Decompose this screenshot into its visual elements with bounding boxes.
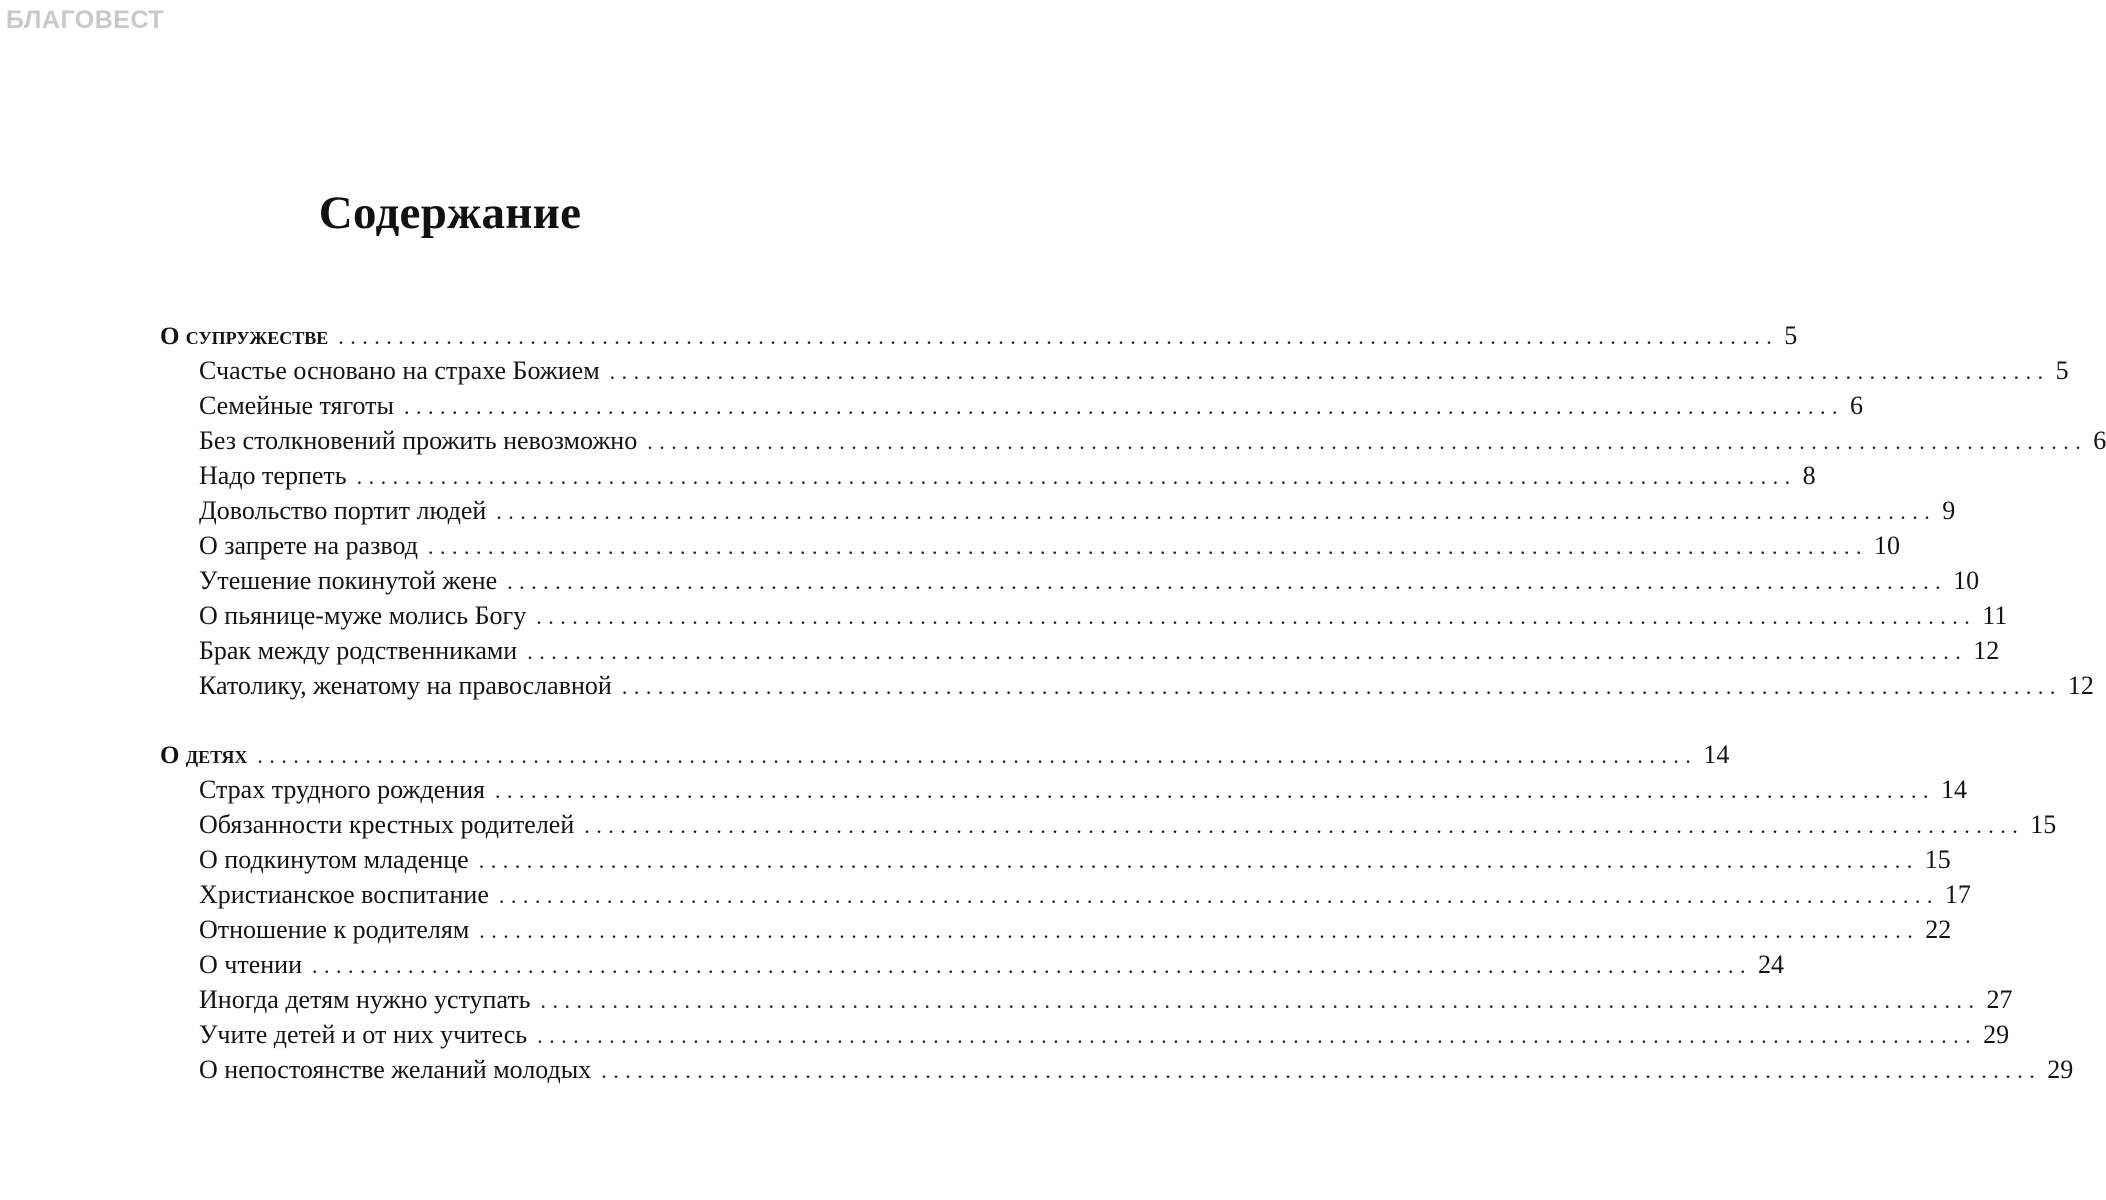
toc-entry-label: Без столкновений прожить невозможно xyxy=(199,426,638,455)
toc-dot-leader: ........................................................................................................................ xyxy=(537,1023,1978,1048)
toc-entry[interactable] xyxy=(160,423,2106,458)
toc-dot-leader: ........................................................................................................................ xyxy=(647,429,2088,454)
toc-entry[interactable] xyxy=(160,388,1864,423)
toc-dot-leader: ........................................................................................................................ xyxy=(312,953,1752,978)
toc-entry[interactable] xyxy=(160,982,2013,1017)
toc-page-number: 27 xyxy=(1986,985,2013,1014)
toc-entry-label: О запрете на развод xyxy=(199,531,418,560)
toc-entry[interactable] xyxy=(160,633,2000,668)
toc-section-children xyxy=(160,737,2074,1087)
toc-page-number: 15 xyxy=(2030,810,2057,839)
toc-page-number: 11 xyxy=(1982,601,2008,630)
toc-section-marriage xyxy=(160,318,2106,703)
toc-dot-leader: ........................................................................................................................ xyxy=(479,918,1920,943)
toc-entry[interactable] xyxy=(160,1017,2010,1052)
toc-dot-leader: ........................................................................................................................ xyxy=(584,813,2025,838)
toc-page-number: 6 xyxy=(2093,426,2106,455)
toc-entry[interactable] xyxy=(160,668,2094,703)
toc-entry[interactable] xyxy=(160,842,1951,877)
toc-page-number: 24 xyxy=(1758,950,1784,979)
toc-page-number: 15 xyxy=(1924,845,1951,874)
toc-entry-label: О пьянице-муже молись Богу xyxy=(199,601,527,630)
toc-page-number: 14 xyxy=(1703,740,1730,769)
toc-page-number: 14 xyxy=(1940,775,1967,804)
toc-dot-leader: ........................................................................................................................ xyxy=(527,639,1968,664)
toc-dot-leader: ........................................................................................................................ xyxy=(536,604,1977,629)
toc-entry-label: Брак между родственниками xyxy=(199,636,518,665)
toc-dot-leader: ........................................................................................................................ xyxy=(621,674,2062,699)
page-title: Содержание xyxy=(318,187,582,240)
toc-entry[interactable] xyxy=(160,528,1900,563)
toc-dot-leader: ........................................................................................................................ xyxy=(540,988,1981,1013)
toc-entry-label: Отношение к родителям xyxy=(199,915,470,944)
toc-entry[interactable] xyxy=(160,598,2008,633)
toc-dot-leader: ........................................................................................................................ xyxy=(609,359,2050,384)
toc-entry-label: Обязанности крестных родителей xyxy=(199,810,575,839)
toc-entry[interactable] xyxy=(160,458,1816,493)
toc-entry-label: О чтении xyxy=(199,950,302,979)
toc-dot-leader: ........................................................................................................................ xyxy=(338,324,1779,349)
toc-dot-leader: ........................................................................................................................ xyxy=(496,499,1937,524)
watermark-logo: БЛАГОВЕСТ xyxy=(6,6,165,34)
toc-dot-leader: ........................................................................................................................ xyxy=(507,569,1948,594)
toc-page-number: 8 xyxy=(1802,461,1816,490)
toc-entry[interactable] xyxy=(160,877,1971,912)
toc-entry-label: Христианское воспитание xyxy=(199,880,489,909)
toc-page-number: 29 xyxy=(2047,1055,2074,1084)
toc-page-number: 6 xyxy=(1850,391,1864,420)
toc-page-number: 12 xyxy=(1973,636,2000,665)
toc-page-number: 22 xyxy=(1925,915,1952,944)
toc-page-number: 10 xyxy=(1873,531,1900,560)
toc-section-heading[interactable] xyxy=(160,318,1798,353)
toc-entry-label: Учите детей и от них учитесь xyxy=(199,1020,528,1049)
toc-page-number: 9 xyxy=(1942,496,1956,525)
toc-entry[interactable] xyxy=(160,947,1784,982)
toc-entry-label: Иногда детям нужно уступать xyxy=(199,985,531,1014)
toc-page-number: 5 xyxy=(1784,321,1798,350)
toc-dot-leader: ........................................................................................................................ xyxy=(356,464,1797,489)
toc-dot-leader: ........................................................................................................................ xyxy=(257,743,1698,768)
toc-page-number: 5 xyxy=(2055,356,2069,385)
toc-heading-label: О детях xyxy=(160,742,248,769)
toc-entry[interactable] xyxy=(160,1052,2074,1087)
toc-section-heading[interactable] xyxy=(160,737,1730,772)
table-of-contents xyxy=(160,318,2106,1087)
toc-entry-label: Страх трудного рождения xyxy=(199,775,485,804)
toc-page-number: 17 xyxy=(1944,880,1971,909)
toc-entry[interactable] xyxy=(160,493,1956,528)
toc-heading-label: О супружестве xyxy=(160,323,329,350)
toc-dot-leader: ........................................................................................................................ xyxy=(404,394,1845,419)
toc-page-number: 29 xyxy=(1983,1020,2010,1049)
toc-dot-leader: ........................................................................................................................ xyxy=(427,534,1868,559)
toc-page-number: 10 xyxy=(1953,566,1980,595)
toc-entry[interactable] xyxy=(160,807,2057,842)
toc-entry[interactable] xyxy=(160,353,2069,388)
toc-entry-label: О непостоянстве желаний молодых xyxy=(199,1055,592,1084)
toc-dot-leader: ........................................................................................................................ xyxy=(601,1058,2042,1083)
toc-entry-label: Счастье основано на страхе Божием xyxy=(199,356,600,385)
toc-entry-label: Семейные тяготы xyxy=(199,391,395,420)
toc-dot-leader: ........................................................................................................................ xyxy=(494,778,1935,803)
toc-page-number: 12 xyxy=(2067,671,2094,700)
toc-entry[interactable] xyxy=(160,912,1952,947)
toc-entry-label: Довольство портит людей xyxy=(199,496,487,525)
toc-dot-leader: ........................................................................................................................ xyxy=(498,883,1939,908)
toc-entry[interactable] xyxy=(160,563,1980,598)
toc-entry[interactable] xyxy=(160,772,1967,807)
toc-dot-leader: ........................................................................................................................ xyxy=(478,848,1919,873)
toc-entry-label: Надо терпеть xyxy=(199,461,347,490)
toc-entry-label: Католику, женатому на православной xyxy=(199,671,612,700)
toc-entry-label: Утешение покинутой жене xyxy=(199,566,498,595)
toc-entry-label: О подкинутом младенце xyxy=(199,845,469,874)
